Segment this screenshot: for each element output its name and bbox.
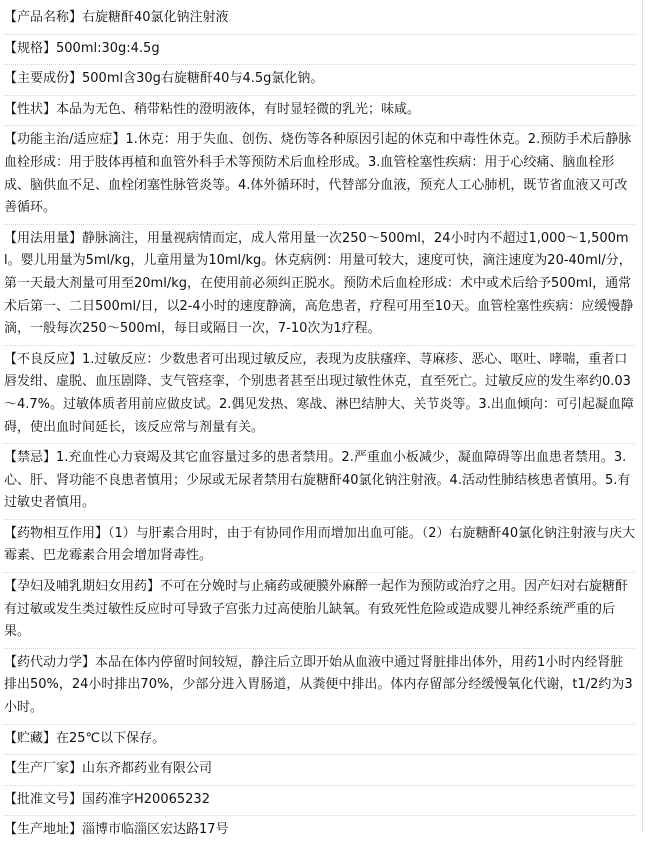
section-specification bbox=[4, 35, 636, 66]
section-manufacturer bbox=[4, 755, 636, 786]
section-label: 【生产厂家】 bbox=[4, 761, 83, 777]
section-label: 【功能主治/适应症】 bbox=[4, 132, 126, 148]
section-label: 【药代动力学】 bbox=[4, 654, 96, 670]
section-contraindications bbox=[4, 444, 636, 520]
section-label: 【用法用量】 bbox=[4, 230, 83, 246]
section-value: 淄博市临淄区宏达路17号 bbox=[82, 822, 229, 838]
section-value: 国药准字H20065232 bbox=[82, 791, 210, 807]
section-value: 500ml含30g右旋糖酐40与4.5g氯化钠。 bbox=[82, 71, 324, 87]
section-label: 【批准文号】 bbox=[4, 791, 83, 807]
section-storage bbox=[4, 725, 636, 756]
section-value: （1）与肝素合用时，由于有协同作用而增加出血可能。（2）右旋糖酐40氯化钠注射液与庆大霉素、巴龙霉素合用会增加肾毒性。 bbox=[4, 525, 636, 564]
section-label: 【禁忌】 bbox=[4, 450, 57, 466]
section-value: 在25℃以下保存。 bbox=[56, 730, 166, 746]
section-value: 500ml:30g:4.5g bbox=[56, 40, 160, 56]
section-dosage bbox=[4, 225, 636, 346]
section-label: 【不良反应】 bbox=[4, 351, 83, 367]
section-drug-interactions bbox=[4, 520, 636, 573]
section-label: 【主要成份】 bbox=[4, 71, 83, 87]
section-value: 1.过敏反应：少数患者可出现过敏反应，表现为皮肤瘙痒、荨麻疹、恶心、呕吐、哮喘，重者口唇发绀、虚脱、血压剧降、支气管痉挛，个别患者甚至出现过敏性休克，直至死亡。过敏反应的发生率约0.03～4.7%。过敏体质者用前应做皮试。2.偶见发热、寒战、淋巴结肿大、关节炎等。3.出血倾向：可引起凝血障碍，使出血时间延长，该反应常与剂量有关。 bbox=[4, 351, 634, 435]
section-label: 【性状】 bbox=[4, 101, 57, 117]
section-value: 1.休克：用于失血、创伤、烧伤等各种原因引起的休克和中毒性休克。2.预防手术后静脉血栓形成：用于肢体再植和血管外科手术等预防术后血栓形成。3.血管栓塞性疾病：用于心绞痛、脑血栓形成、脑供血不足、血栓闭塞性脉管炎等。4.体外循环时，代替部分血液，预充人工心肺机，既节省血液又可改善循环。 bbox=[4, 132, 632, 216]
section-indications bbox=[4, 126, 636, 224]
section-approval-number bbox=[4, 786, 636, 817]
section-pregnancy bbox=[4, 573, 636, 649]
section-product-name bbox=[4, 4, 636, 35]
drug-info-list bbox=[4, 4, 636, 846]
section-ingredients bbox=[4, 65, 636, 96]
section-label: 【药物相互作用】 bbox=[4, 525, 109, 541]
section-label: 【贮藏】 bbox=[4, 730, 57, 746]
section-value: 右旋糖酐40氯化钠注射液 bbox=[82, 10, 229, 25]
section-value: 静脉滴注，用量视病情而定，成人常用量一次250～500ml，24小时内不超过1,000～1,500ml。婴儿用量为5ml/kg，儿童用量为10ml/kg。休克病例：用量可较大，速度可快，滴注速度为20-40ml/分，第一天最大剂量可用至20ml/kg，在使用前必须纠正脱水。预防术后血栓形成：术中或术后给予500ml，通常术后第一、二日500ml/日，以2-4小时的速度静滴，高危患者，疗程可用至10天。血管栓塞性疾病：应缓慢静滴，一般每次250～500ml，每日或隔日一次，7-10次为1疗程。 bbox=[4, 230, 634, 337]
section-appearance bbox=[4, 96, 636, 127]
section-label: 【规格】 bbox=[4, 40, 57, 56]
section-pharmacokinetics bbox=[4, 649, 636, 725]
section-value: 1.充血性心力衰竭及其它血容量过多的患者禁用。2.严重血小板减少，凝血障碍等出血患者禁用。3.心、肝、肾功能不良患者慎用；少尿或无尿者禁用右旋糖酐40氯化钠注射液。4.活动性肺结核患者慎用。5.有过敏史者慎用。 bbox=[4, 450, 631, 511]
section-value: 本品为无色、稍带粘性的澄明液体，有时显轻微的乳光；味咸。 bbox=[56, 101, 421, 117]
section-address bbox=[4, 816, 636, 846]
section-label: 【孕妇及哺乳期妇女用药】 bbox=[4, 579, 161, 595]
section-value: 本品在体内停留时间较短，静注后立即开始从血液中通过肾脏排出体外，用药1小时内经肾脏排出50%，24小时排出70%，少部分进入胃肠道，从粪便中排出。体内存留部分经缓慢氧化代谢，t1/2约为3小时。 bbox=[4, 654, 633, 716]
section-value: 山东齐都药业有限公司 bbox=[82, 761, 213, 777]
section-label: 【生产地址】 bbox=[4, 822, 83, 838]
section-label: 【产品名称】 bbox=[4, 10, 83, 25]
section-adverse-reactions bbox=[4, 346, 636, 444]
section-value: 不可在分娩时与止痛药或硬膜外麻醉一起作为预防或治疗之用。因产妇对右旋糖酐有过敏或发生类过敏性反应时可导致子宫张力过高使胎儿缺氧。有致死性危险或造成婴儿神经系统严重的后果。 bbox=[4, 579, 629, 640]
